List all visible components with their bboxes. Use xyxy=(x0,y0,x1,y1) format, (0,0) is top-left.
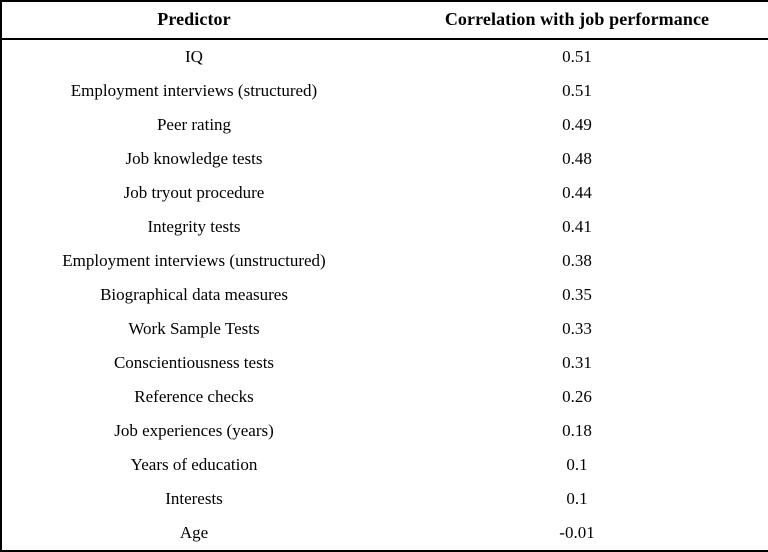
table-row xyxy=(1,244,768,278)
cell-correlation: -0.01 xyxy=(386,516,768,551)
cell-predictor: Interests xyxy=(1,482,386,516)
table-header-row xyxy=(1,1,768,39)
table-header xyxy=(1,1,768,39)
table-row xyxy=(1,482,768,516)
table-row xyxy=(1,414,768,448)
table-row xyxy=(1,210,768,244)
table-body xyxy=(1,39,768,551)
cell-correlation: 0.18 xyxy=(386,414,768,448)
table-row xyxy=(1,39,768,74)
cell-predictor: Employment interviews (structured) xyxy=(1,74,386,108)
cell-correlation: 0.31 xyxy=(386,346,768,380)
cell-predictor: Peer rating xyxy=(1,108,386,142)
cell-correlation: 0.51 xyxy=(386,74,768,108)
cell-predictor: Integrity tests xyxy=(1,210,386,244)
cell-predictor: IQ xyxy=(1,39,386,74)
cell-predictor: Age xyxy=(1,516,386,551)
cell-correlation: 0.51 xyxy=(386,39,768,74)
cell-correlation: 0.49 xyxy=(386,108,768,142)
table-row xyxy=(1,448,768,482)
cell-correlation: 0.33 xyxy=(386,312,768,346)
table-row xyxy=(1,312,768,346)
table-row xyxy=(1,380,768,414)
cell-predictor: Years of education xyxy=(1,448,386,482)
cell-correlation: 0.26 xyxy=(386,380,768,414)
table-row xyxy=(1,278,768,312)
cell-predictor: Conscientiousness tests xyxy=(1,346,386,380)
table-row xyxy=(1,176,768,210)
cell-correlation: 0.44 xyxy=(386,176,768,210)
table-row xyxy=(1,74,768,108)
cell-correlation: 0.38 xyxy=(386,244,768,278)
cell-predictor: Employment interviews (unstructured) xyxy=(1,244,386,278)
table-row xyxy=(1,516,768,551)
column-header-correlation: Correlation with job performance xyxy=(386,1,768,39)
cell-predictor: Reference checks xyxy=(1,380,386,414)
cell-predictor: Job experiences (years) xyxy=(1,414,386,448)
cell-predictor: Job tryout procedure xyxy=(1,176,386,210)
cell-predictor: Work Sample Tests xyxy=(1,312,386,346)
table-row xyxy=(1,346,768,380)
cell-correlation: 0.48 xyxy=(386,142,768,176)
cell-predictor: Job knowledge tests xyxy=(1,142,386,176)
table-row xyxy=(1,108,768,142)
column-header-predictor: Predictor xyxy=(1,1,386,39)
table-row xyxy=(1,142,768,176)
cell-correlation: 0.1 xyxy=(386,482,768,516)
cell-correlation: 0.41 xyxy=(386,210,768,244)
cell-correlation: 0.35 xyxy=(386,278,768,312)
cell-predictor: Biographical data measures xyxy=(1,278,386,312)
cell-correlation: 0.1 xyxy=(386,448,768,482)
